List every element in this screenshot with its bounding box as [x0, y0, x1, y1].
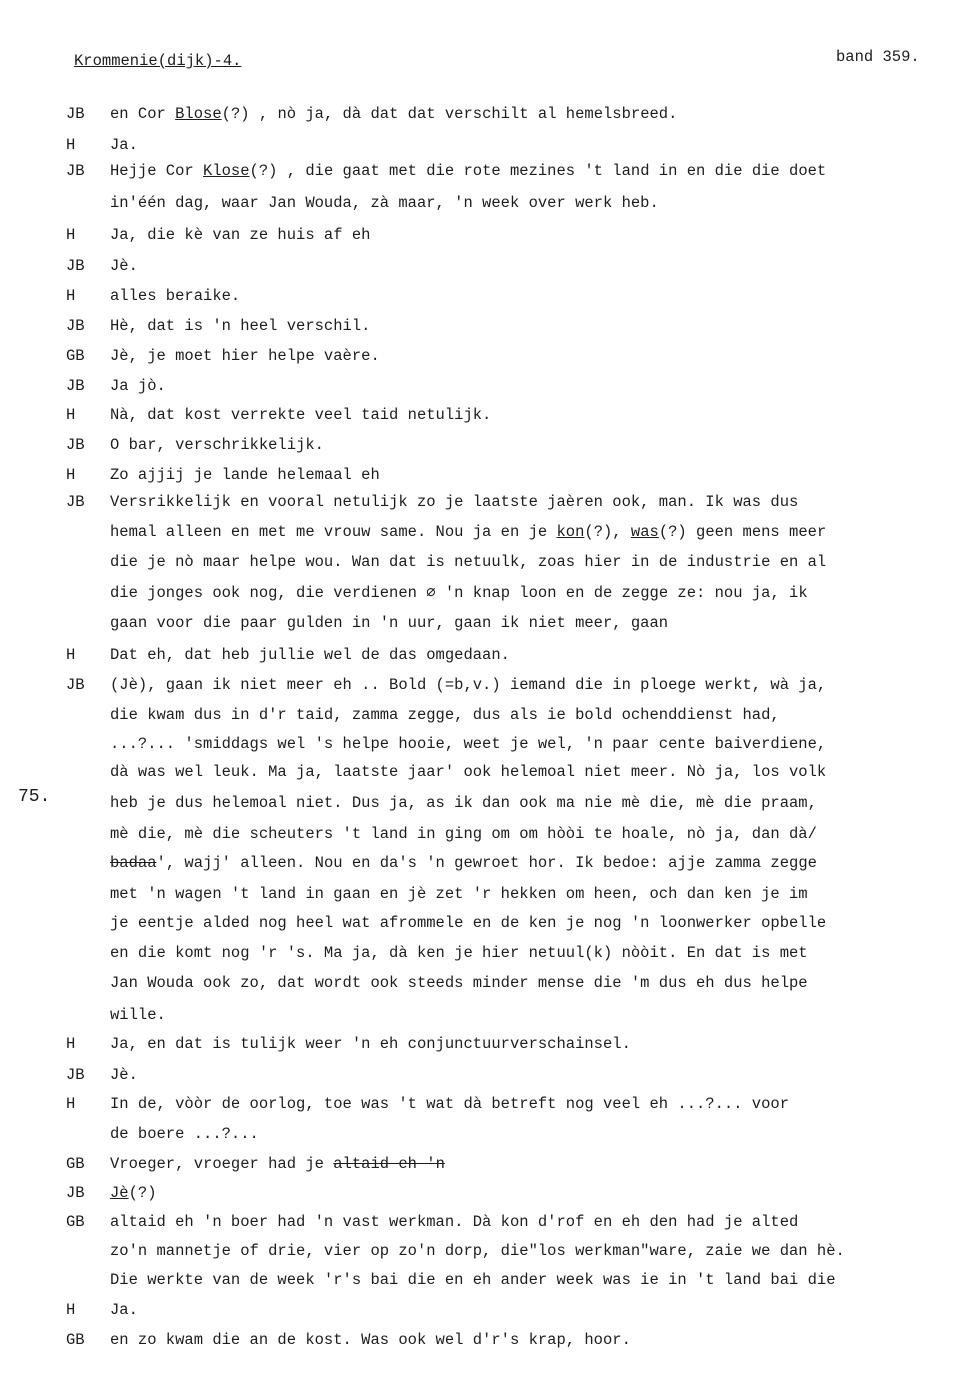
- text-segment: Ja.: [110, 1301, 138, 1319]
- line-text: [110, 376, 166, 396]
- line-text: [110, 884, 808, 904]
- line-text: [110, 1330, 631, 1350]
- line-text: [110, 1005, 166, 1025]
- text-segment: Jè.: [110, 257, 138, 275]
- struck-text: badaa: [110, 854, 157, 872]
- line-text: [110, 583, 808, 603]
- speaker-label: GB: [66, 1331, 85, 1349]
- underlined-word: Blose: [175, 105, 222, 123]
- text-segment: in'één dag, waar Jan Wouda, zà maar, 'n week over werk heb.: [110, 194, 659, 212]
- text-segment: (?) , nò ja, dà dat dat verschilt al hemelsbreed.: [221, 105, 678, 123]
- line-text: [110, 522, 826, 542]
- line-text: [110, 1241, 845, 1261]
- line-text: [110, 316, 370, 336]
- speaker-label: H: [66, 646, 76, 664]
- speaker-label: JB: [66, 1184, 85, 1202]
- line-text: [110, 613, 668, 633]
- struck-text: altaid eh 'n: [333, 1155, 445, 1173]
- text-segment: en die komt nog 'r 's. Ma ja, dà ken je hier netuul(k) nòòit. En dat is met: [110, 944, 808, 962]
- speaker-label: JB: [66, 257, 85, 275]
- text-segment: altaid eh 'n boer had 'n vast werkman. Dà kon d'rof en eh den had je alted: [110, 1213, 799, 1231]
- text-segment: Vroeger, vroeger had je: [110, 1155, 334, 1173]
- text-segment: mè die, mè die scheuters 't land in ging om om hòòi te hoale, nò ja, dan dà/: [110, 825, 817, 843]
- line-text: [110, 1094, 789, 1114]
- speaker-label: JB: [66, 162, 85, 180]
- band-number: band 359.: [836, 48, 920, 66]
- text-segment: heb je dus helemoal niet. Dus ja, as ik dan ook ma nie mè die, mè die praam,: [110, 794, 817, 812]
- line-text: [110, 675, 826, 695]
- speaker-label: JB: [66, 676, 85, 694]
- speaker-label: H: [66, 1301, 76, 1319]
- text-segment: Hejje Cor: [110, 162, 204, 180]
- speaker-label: JB: [66, 377, 85, 395]
- text-segment: Zo ajjij je lande helemaal eh: [110, 466, 380, 484]
- document-title: Krommenie(dijk)-4.: [74, 52, 242, 70]
- line-text: [110, 1270, 836, 1290]
- text-segment: Versrikkelijk en vooral netulijk zo je laatste jaèren ook, man. Ik was dus: [110, 493, 799, 511]
- line-text: [110, 705, 780, 725]
- speaker-label: H: [66, 466, 76, 484]
- text-segment: alles beraike.: [110, 287, 241, 305]
- line-text: [110, 161, 826, 181]
- speaker-label: GB: [66, 1155, 85, 1173]
- text-segment: Jè, je moet hier helpe vaère.: [110, 347, 380, 365]
- line-text: [110, 734, 826, 754]
- speaker-label: H: [66, 1035, 76, 1053]
- text-segment: Ja, en dat is tulijk weer 'n eh conjunctuurverschainsel.: [110, 1035, 631, 1053]
- text-segment: (?),: [584, 523, 631, 541]
- line-text: [110, 913, 826, 933]
- text-segment: je eentje alded nog heel wat afrommele en de ken je nog 'n loonwerker opbelle: [110, 914, 827, 932]
- line-text: [110, 465, 380, 485]
- speaker-label: JB: [66, 436, 85, 454]
- line-text: [110, 225, 370, 245]
- speaker-label: H: [66, 226, 76, 244]
- line-text: [110, 824, 817, 844]
- speaker-label: H: [66, 136, 76, 154]
- text-segment: en Cor: [110, 105, 176, 123]
- line-text: [110, 1212, 798, 1232]
- line-text: [110, 104, 677, 124]
- text-segment: die kwam dus in d'r taid, zamma zegge, dus als ie bold ochenddienst had,: [110, 706, 780, 724]
- speaker-label: H: [66, 1095, 76, 1113]
- line-text: [110, 793, 817, 813]
- text-segment: Ja, die kè van ze huis af eh: [110, 226, 371, 244]
- underlined-word: kon: [556, 523, 585, 541]
- line-text: [110, 435, 324, 455]
- text-segment: ', wajj' alleen. Nou en da's 'n gewroet hor. Ik bedoe: ajje zamma zegge: [156, 854, 817, 872]
- line-text: [110, 1034, 631, 1054]
- text-segment: Hè, dat is 'n heel verschil.: [110, 317, 371, 335]
- line-text: [110, 1154, 445, 1174]
- line-text: [110, 762, 826, 782]
- text-segment: (?) , die gaat met die rote mezines 't land in en die die doet: [249, 162, 827, 180]
- text-segment: hemal alleen en met me vrouw same. Nou ja en je: [110, 523, 557, 541]
- underlined-word: Klose: [203, 162, 250, 180]
- speaker-label: H: [66, 406, 76, 424]
- line-text: [110, 853, 817, 873]
- text-segment: Dat eh, dat heb jullie wel de das omgedaan.: [110, 646, 510, 664]
- underlined-word: was: [630, 523, 659, 541]
- text-segment: die je nò maar helpe wou. Wan dat is netuulk, zoas hier in de industrie en al: [110, 553, 827, 571]
- speaker-label: GB: [66, 1213, 85, 1231]
- text-segment: wille.: [110, 1006, 166, 1024]
- text-segment: Ja jò.: [110, 377, 166, 395]
- line-text: [110, 1183, 157, 1203]
- text-segment: Jè.: [110, 1066, 138, 1084]
- line-text: [110, 973, 808, 993]
- text-segment: (Jè), gaan ik niet meer eh .. Bold (=b,v.) iemand die in ploege werkt, wà ja,: [110, 676, 827, 694]
- text-segment: In de, vòòr de oorlog, toe was 't wat dà betreft nog veel eh ...?... voor: [110, 1095, 790, 1113]
- line-text: [110, 552, 826, 572]
- text-segment: (?) geen mens meer: [658, 523, 827, 541]
- line-text: [110, 405, 491, 425]
- line-text: [110, 943, 808, 963]
- speaker-label: JB: [66, 493, 85, 511]
- text-segment: Nà, dat kost verrekte veel taid netulijk.: [110, 406, 492, 424]
- line-text: [110, 1065, 138, 1085]
- text-segment: Die werkte van de week 'r's bai die en eh ander week was ie in 't land bai die: [110, 1271, 836, 1289]
- text-segment: en zo kwam die an de kost. Was ook wel d'r's krap, hoor.: [110, 1331, 631, 1349]
- underlined-word: Jè: [110, 1184, 129, 1202]
- speaker-label: H: [66, 287, 76, 305]
- text-segment: die jonges ook nog, die verdienen ∅ 'n knap loon en de zegge ze: nou ja, ik: [110, 584, 808, 602]
- line-text: [110, 645, 510, 665]
- line-text: [110, 1124, 259, 1144]
- line-text: [110, 135, 138, 155]
- text-segment: Ja.: [110, 136, 138, 154]
- line-text: [110, 286, 240, 306]
- text-segment: de boere ...?...: [110, 1125, 259, 1143]
- text-segment: Jan Wouda ook zo, dat wordt ook steeds minder mense die 'm dus eh dus helpe: [110, 974, 808, 992]
- text-segment: zo'n mannetje of drie, vier op zo'n dorp, die"los werkman"ware, zaie we dan hè.: [110, 1242, 845, 1260]
- text-segment: O bar, verschrikkelijk.: [110, 436, 324, 454]
- line-text: [110, 1300, 138, 1320]
- line-text: [110, 346, 380, 366]
- line-text: [110, 256, 138, 276]
- margin-line-number: 75.: [18, 787, 51, 807]
- text-segment: (?): [128, 1184, 157, 1202]
- line-text: [110, 193, 659, 213]
- speaker-label: JB: [66, 105, 85, 123]
- text-segment: ...?... 'smiddags wel 's helpe hooie, weet je wel, 'n paar cente baiverdiene,: [110, 735, 827, 753]
- speaker-label: JB: [66, 1066, 85, 1084]
- text-segment: met 'n wagen 't land in gaan en jè zet 'r hekken om heen, och dan ken je im: [110, 885, 808, 903]
- speaker-label: JB: [66, 317, 85, 335]
- line-text: [110, 492, 798, 512]
- text-segment: gaan voor die paar gulden in 'n uur, gaan ik niet meer, gaan: [110, 614, 669, 632]
- speaker-label: GB: [66, 347, 85, 365]
- text-segment: dà was wel leuk. Ma ja, laatste jaar' ook helemoal niet meer. Nò ja, los volk: [110, 763, 827, 781]
